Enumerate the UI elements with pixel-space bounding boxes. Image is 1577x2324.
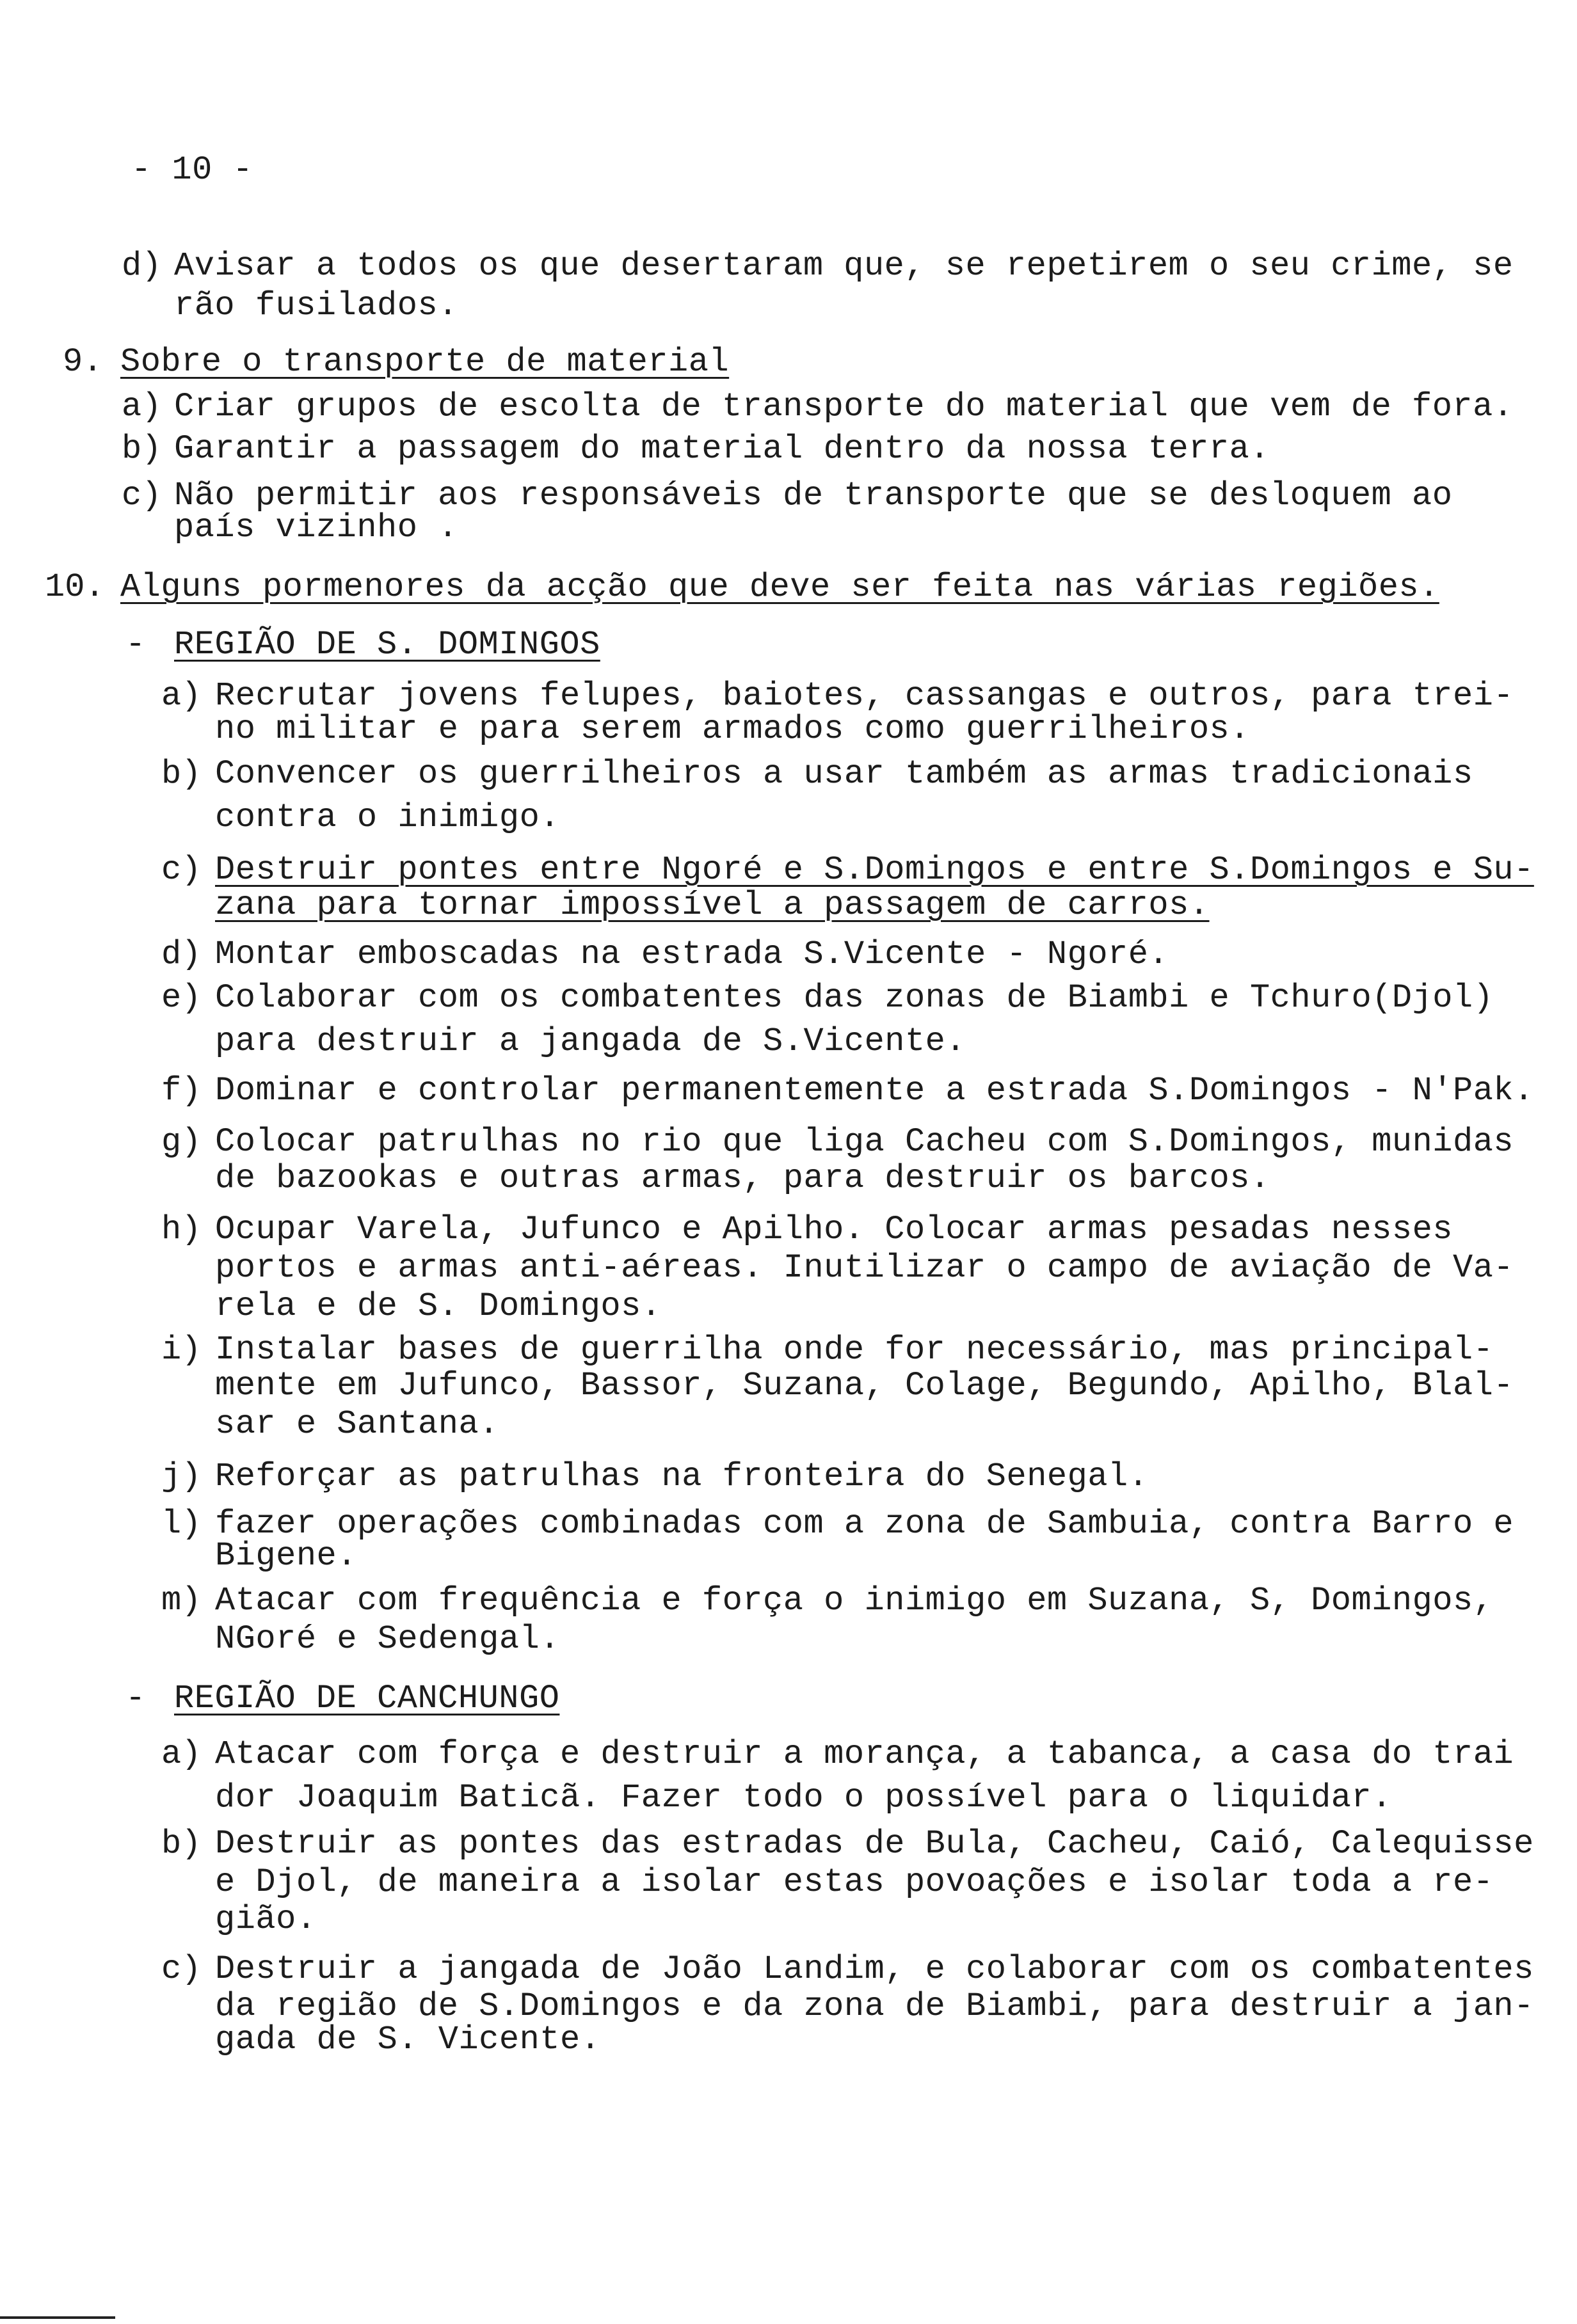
page-edge-rule xyxy=(0,2316,115,2319)
item-text-line: Ocupar Varela, Jufunco e Apilho. Colocar armas pesadas nesses xyxy=(215,1211,1453,1248)
region-dash: - xyxy=(125,1680,146,1717)
item-text-line: no militar e para serem armados como guerrilheiros. xyxy=(215,710,1250,748)
item-label: e) xyxy=(161,979,202,1017)
item-text-line: sar e Santana. xyxy=(215,1405,499,1443)
item-text-line: Reforçar as patrulhas na fronteira do Senegal. xyxy=(215,1458,1149,1495)
item-text-line: Instalar bases de guerrilha onde for necessário, mas principal- xyxy=(215,1331,1494,1369)
item-text-line: Criar grupos de escolta de transporte do material que vem de fora. xyxy=(174,388,1514,426)
item-label: a) xyxy=(122,388,162,426)
item-label: l) xyxy=(161,1505,202,1543)
item-text-line: e Djol, de maneira a isolar estas povoações e isolar toda a re- xyxy=(215,1863,1494,1901)
item-text-line: fazer operações combinadas com a zona de Sambuia, contra Barro e xyxy=(215,1505,1514,1543)
section-number: 9. xyxy=(63,343,103,381)
item-text-line: de bazookas e outras armas, para destruir os barcos. xyxy=(215,1159,1270,1197)
item-text-line: Destruir pontes entre Ngoré e S.Domingos e entre S.Domingos e Su- xyxy=(215,851,1534,889)
item-label: b) xyxy=(161,755,202,793)
item-text-line: gada de S. Vicente. xyxy=(215,2021,601,2058)
item-label: b) xyxy=(161,1825,202,1863)
item-text-line: Dominar e controlar permanentemente a estrada S.Domingos - N'Pak. xyxy=(215,1072,1534,1110)
item-label: g) xyxy=(161,1123,202,1161)
item-text-line: dor Joaquim Baticã. Fazer todo o possível para o liquidar. xyxy=(215,1779,1392,1817)
item-text-line: para destruir a jangada de S.Vicente. xyxy=(215,1023,966,1060)
item-text-line: contra o inimigo. xyxy=(215,799,560,836)
item-text-line: Destruir a jangada de João Landim, e colaborar com os combatentes xyxy=(215,1950,1534,1988)
section-number: 10. xyxy=(45,568,105,606)
item-text-line: Colaborar com os combatentes das zonas de Biambi e Tchuro(Djol) xyxy=(215,979,1494,1017)
item-text-line: Convencer os guerrilheiros a usar também as armas tradicionais xyxy=(215,755,1473,793)
item-label: c) xyxy=(122,477,162,514)
section-title: Sobre o transporte de material xyxy=(120,343,730,381)
item-label: f) xyxy=(161,1072,202,1110)
item-label: a) xyxy=(161,677,202,715)
item-text-line: Garantir a passagem do material dentro da nossa terra. xyxy=(174,430,1270,468)
item-text-line: NGoré e Sedengal. xyxy=(215,1620,560,1658)
item-text-line: Recrutar jovens felupes, baiotes, cassangas e outros, para trei- xyxy=(215,677,1514,715)
item-label: c) xyxy=(161,1950,202,1988)
item-text-line: Destruir as pontes das estradas de Bula, Cacheu, Caió, Calequisse xyxy=(215,1825,1534,1863)
section-title: Alguns pormenores da acção que deve ser feita nas várias regiões. xyxy=(120,568,1439,606)
item-text-line: Atacar com força e destruir a morança, a tabanca, a casa do trai xyxy=(215,1735,1514,1773)
item-label: i) xyxy=(161,1331,202,1369)
region-dash: - xyxy=(125,626,146,664)
item-text-line: rela e de S. Domingos. xyxy=(215,1287,662,1325)
item-label: m) xyxy=(161,1582,202,1620)
item-text-line: Atacar com frequência e força o inimigo em Suzana, S, Domingos, xyxy=(215,1582,1494,1620)
item-text-line: mente em Jufunco, Bassor, Suzana, Colage, Begundo, Apilho, Blal- xyxy=(215,1367,1514,1405)
item-text-line: Colocar patrulhas no rio que liga Cacheu com S.Domingos, munidas xyxy=(215,1123,1514,1161)
item-text-line: Avisar a todos os que desertaram que, se repetirem o seu crime, se xyxy=(174,247,1514,285)
item-text-line: gião. xyxy=(215,1900,317,1938)
item-text-line: Montar emboscadas na estrada S.Vicente - Ngoré. xyxy=(215,935,1169,973)
item-label: h) xyxy=(161,1211,202,1248)
page-number: - 10 - xyxy=(131,151,253,189)
item-label: c) xyxy=(161,851,202,889)
item-text-line: da região de S.Domingos e da zona de Biambi, para destruir a jan- xyxy=(215,1987,1534,2025)
item-text-line: país vizinho . xyxy=(174,509,458,546)
region-title: REGIÃO DE CANCHUNGO xyxy=(174,1680,560,1717)
item-text-line: portos e armas anti-aéreas. Inutilizar o campo de aviação de Va- xyxy=(215,1249,1514,1287)
item-label: d) xyxy=(161,935,202,973)
item-label: d) xyxy=(122,247,162,285)
item-label: a) xyxy=(161,1735,202,1773)
item-text-line: Bigene. xyxy=(215,1537,357,1575)
item-text-line: rão fusilados. xyxy=(174,287,458,324)
item-text-line: Não permitir aos responsáveis de transporte que se desloquem ao xyxy=(174,477,1453,514)
item-label: b) xyxy=(122,430,162,468)
item-label: j) xyxy=(161,1458,202,1495)
item-text-line: zana para tornar impossível a passagem de carros. xyxy=(215,886,1210,924)
region-title: REGIÃO DE S. DOMINGOS xyxy=(174,626,600,664)
